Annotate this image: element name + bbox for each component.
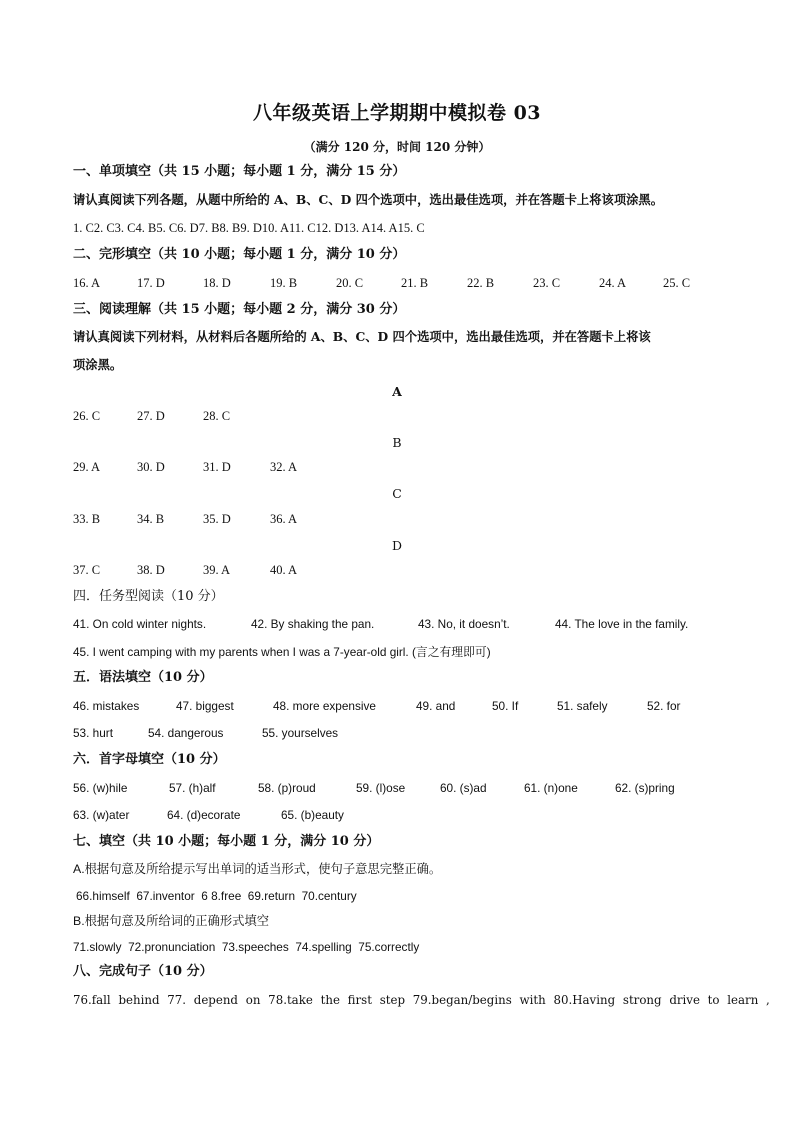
answer-item: 27. D	[137, 409, 165, 423]
answer-item: 59. (l)ose	[356, 781, 406, 795]
answer-item: 61. (n)one	[524, 781, 578, 795]
section3-instruction-line1: 请认真阅读下列材料，从材料后各题所给的 A、B、C、D 四个选项中，选出最佳选项，并在答题卡上将该	[73, 329, 651, 344]
answer-item: 30. D	[137, 460, 165, 474]
answer-item: 42. By shaking the pan.	[251, 617, 375, 631]
answer-item: 55. yourselves	[262, 726, 339, 740]
answer-item: 64. (d)ecorate	[167, 808, 241, 822]
passage-label-d: D	[391, 538, 403, 553]
answer-item: 48. more expensive	[273, 699, 376, 713]
passage-d-answers	[73, 561, 373, 579]
answer-item: 47. biggest	[176, 699, 234, 713]
section1-answers: 1. C2. C3. C4. B5. C6. D7. B8. B9. D10. A11. C12. D13. A14. A15. C	[73, 221, 425, 235]
answer-item: 41. On cold winter nights.	[73, 617, 207, 631]
answer-item: 38. D	[137, 563, 165, 577]
answer-item: 17. D	[137, 276, 165, 290]
answer-item: 58. (p)roud	[258, 781, 316, 795]
answer-item: 62. (s)pring	[615, 781, 675, 795]
answer-item: 35. D	[203, 512, 231, 526]
section7-part-b-answers: 71.slowly 72.pronunciation 73.speeches 74.spelling 75.correctly	[73, 940, 420, 954]
answer-item: 24. A	[599, 276, 627, 290]
section8-heading: 八、完成句子（10 分）	[73, 964, 213, 979]
answer-item: 23. C	[533, 276, 561, 290]
answer-item: 50. If	[492, 699, 519, 713]
section5-row2	[73, 724, 733, 742]
answer-item: 19. B	[270, 276, 298, 290]
section1-instruction: 请认真阅读下列各题，从题中所给的 A、B、C、D 四个选项中，选出最佳选项，并在答题卡上将该项涂黑。	[73, 192, 664, 207]
answer-item: 31. D	[203, 460, 231, 474]
section7-heading: 七、填空（共 10 小题；每小题 1 分，满分 10 分）	[73, 834, 380, 849]
answer-item: 29. A	[73, 460, 101, 474]
answer-item: 54. dangerous	[148, 726, 224, 740]
answer-item: 39. A	[203, 563, 231, 577]
passage-c-answers	[73, 510, 373, 528]
answer-item: 56. (w)hile	[73, 781, 128, 795]
passage-b-answers	[73, 458, 373, 476]
passage-a-answers	[73, 407, 373, 425]
section1-heading: 一、单项填空（共 15 小题；每小题 1 分，满分 15 分）	[73, 164, 406, 179]
answer-item: 32. A	[270, 460, 298, 474]
answer-item: 16. A	[73, 276, 101, 290]
section3-instruction-line2: 项涂黑。	[73, 357, 123, 372]
answer-item: 51. safely	[557, 699, 608, 713]
answer-item: 33. B	[73, 512, 101, 526]
answer-item: 57. (h)alf	[169, 781, 216, 795]
passage-label-a: A	[392, 384, 402, 399]
answer-item: 52. for	[647, 699, 681, 713]
answer-item: 65. (b)eauty	[281, 808, 344, 822]
answer-item: 22. B	[467, 276, 495, 290]
answer-item: 18. D	[203, 276, 231, 290]
section2-heading: 二、完形填空（共 10 小题；每小题 1 分，满分 10 分）	[73, 247, 406, 262]
section8-answers: 76.fall behind 77. depend on 78.take the first step 79.began/begins with 80.Having strong drive to learn ,	[73, 993, 770, 1007]
answer-item: 20. C	[336, 276, 364, 290]
answer-item: 43. No, it doesn’t.	[418, 617, 510, 631]
passage-label-c: C	[392, 486, 402, 501]
answer-item: 49. and	[416, 699, 456, 713]
section7-part-a: A.根据句意及所给提示写出单词的适当形式，使句子意思完整正确。	[73, 862, 442, 876]
section5-heading: 五．语法填空（10 分）	[73, 670, 213, 685]
answer-item: 60. (s)ad	[440, 781, 487, 795]
section5-row1	[73, 697, 733, 715]
answer-item: 28. C	[203, 409, 231, 423]
answer-item: 46. mistakes	[73, 699, 140, 713]
answer-item: 37. C	[73, 563, 101, 577]
section3-heading: 三、阅读理解（共 15 小题；每小题 2 分，满分 30 分）	[73, 302, 406, 317]
section4-heading: 四．任务型阅读（10 分）	[73, 589, 224, 604]
answer-item: 44. The love in the family.	[555, 617, 689, 631]
answer-item: 34. B	[137, 512, 165, 526]
answer-item: 53. hurt	[73, 726, 114, 740]
section4-answers	[73, 615, 733, 633]
page-subtitle: （满分 120 分，时间 120 分钟）	[303, 140, 491, 154]
answer-item: 26. C	[73, 409, 101, 423]
section7-part-b: B.根据句意及所给词的正确形式填空	[73, 914, 270, 928]
answer-45: 45. I went camping with my parents when I was a 7-year-old girl. (言之有理即可)	[73, 645, 491, 659]
answer-item: 40. A	[270, 563, 298, 577]
section6-row1	[73, 779, 733, 797]
answer-item: 36. A	[270, 512, 298, 526]
answer-item: 21. B	[401, 276, 429, 290]
section2-answers	[73, 274, 733, 292]
passage-label-b: B	[392, 435, 402, 450]
section7-part-a-answers: 66.himself 67.inventor 6 8.free 69.return 70.century	[76, 889, 357, 903]
answer-item: 25. C	[663, 276, 691, 290]
section6-heading: 六．首字母填空（10 分）	[73, 752, 226, 767]
answer-item: 63. (w)ater	[73, 808, 130, 822]
section6-row2	[73, 806, 733, 824]
page-title: 八年级英语上学期期中模拟卷 03	[252, 102, 542, 124]
